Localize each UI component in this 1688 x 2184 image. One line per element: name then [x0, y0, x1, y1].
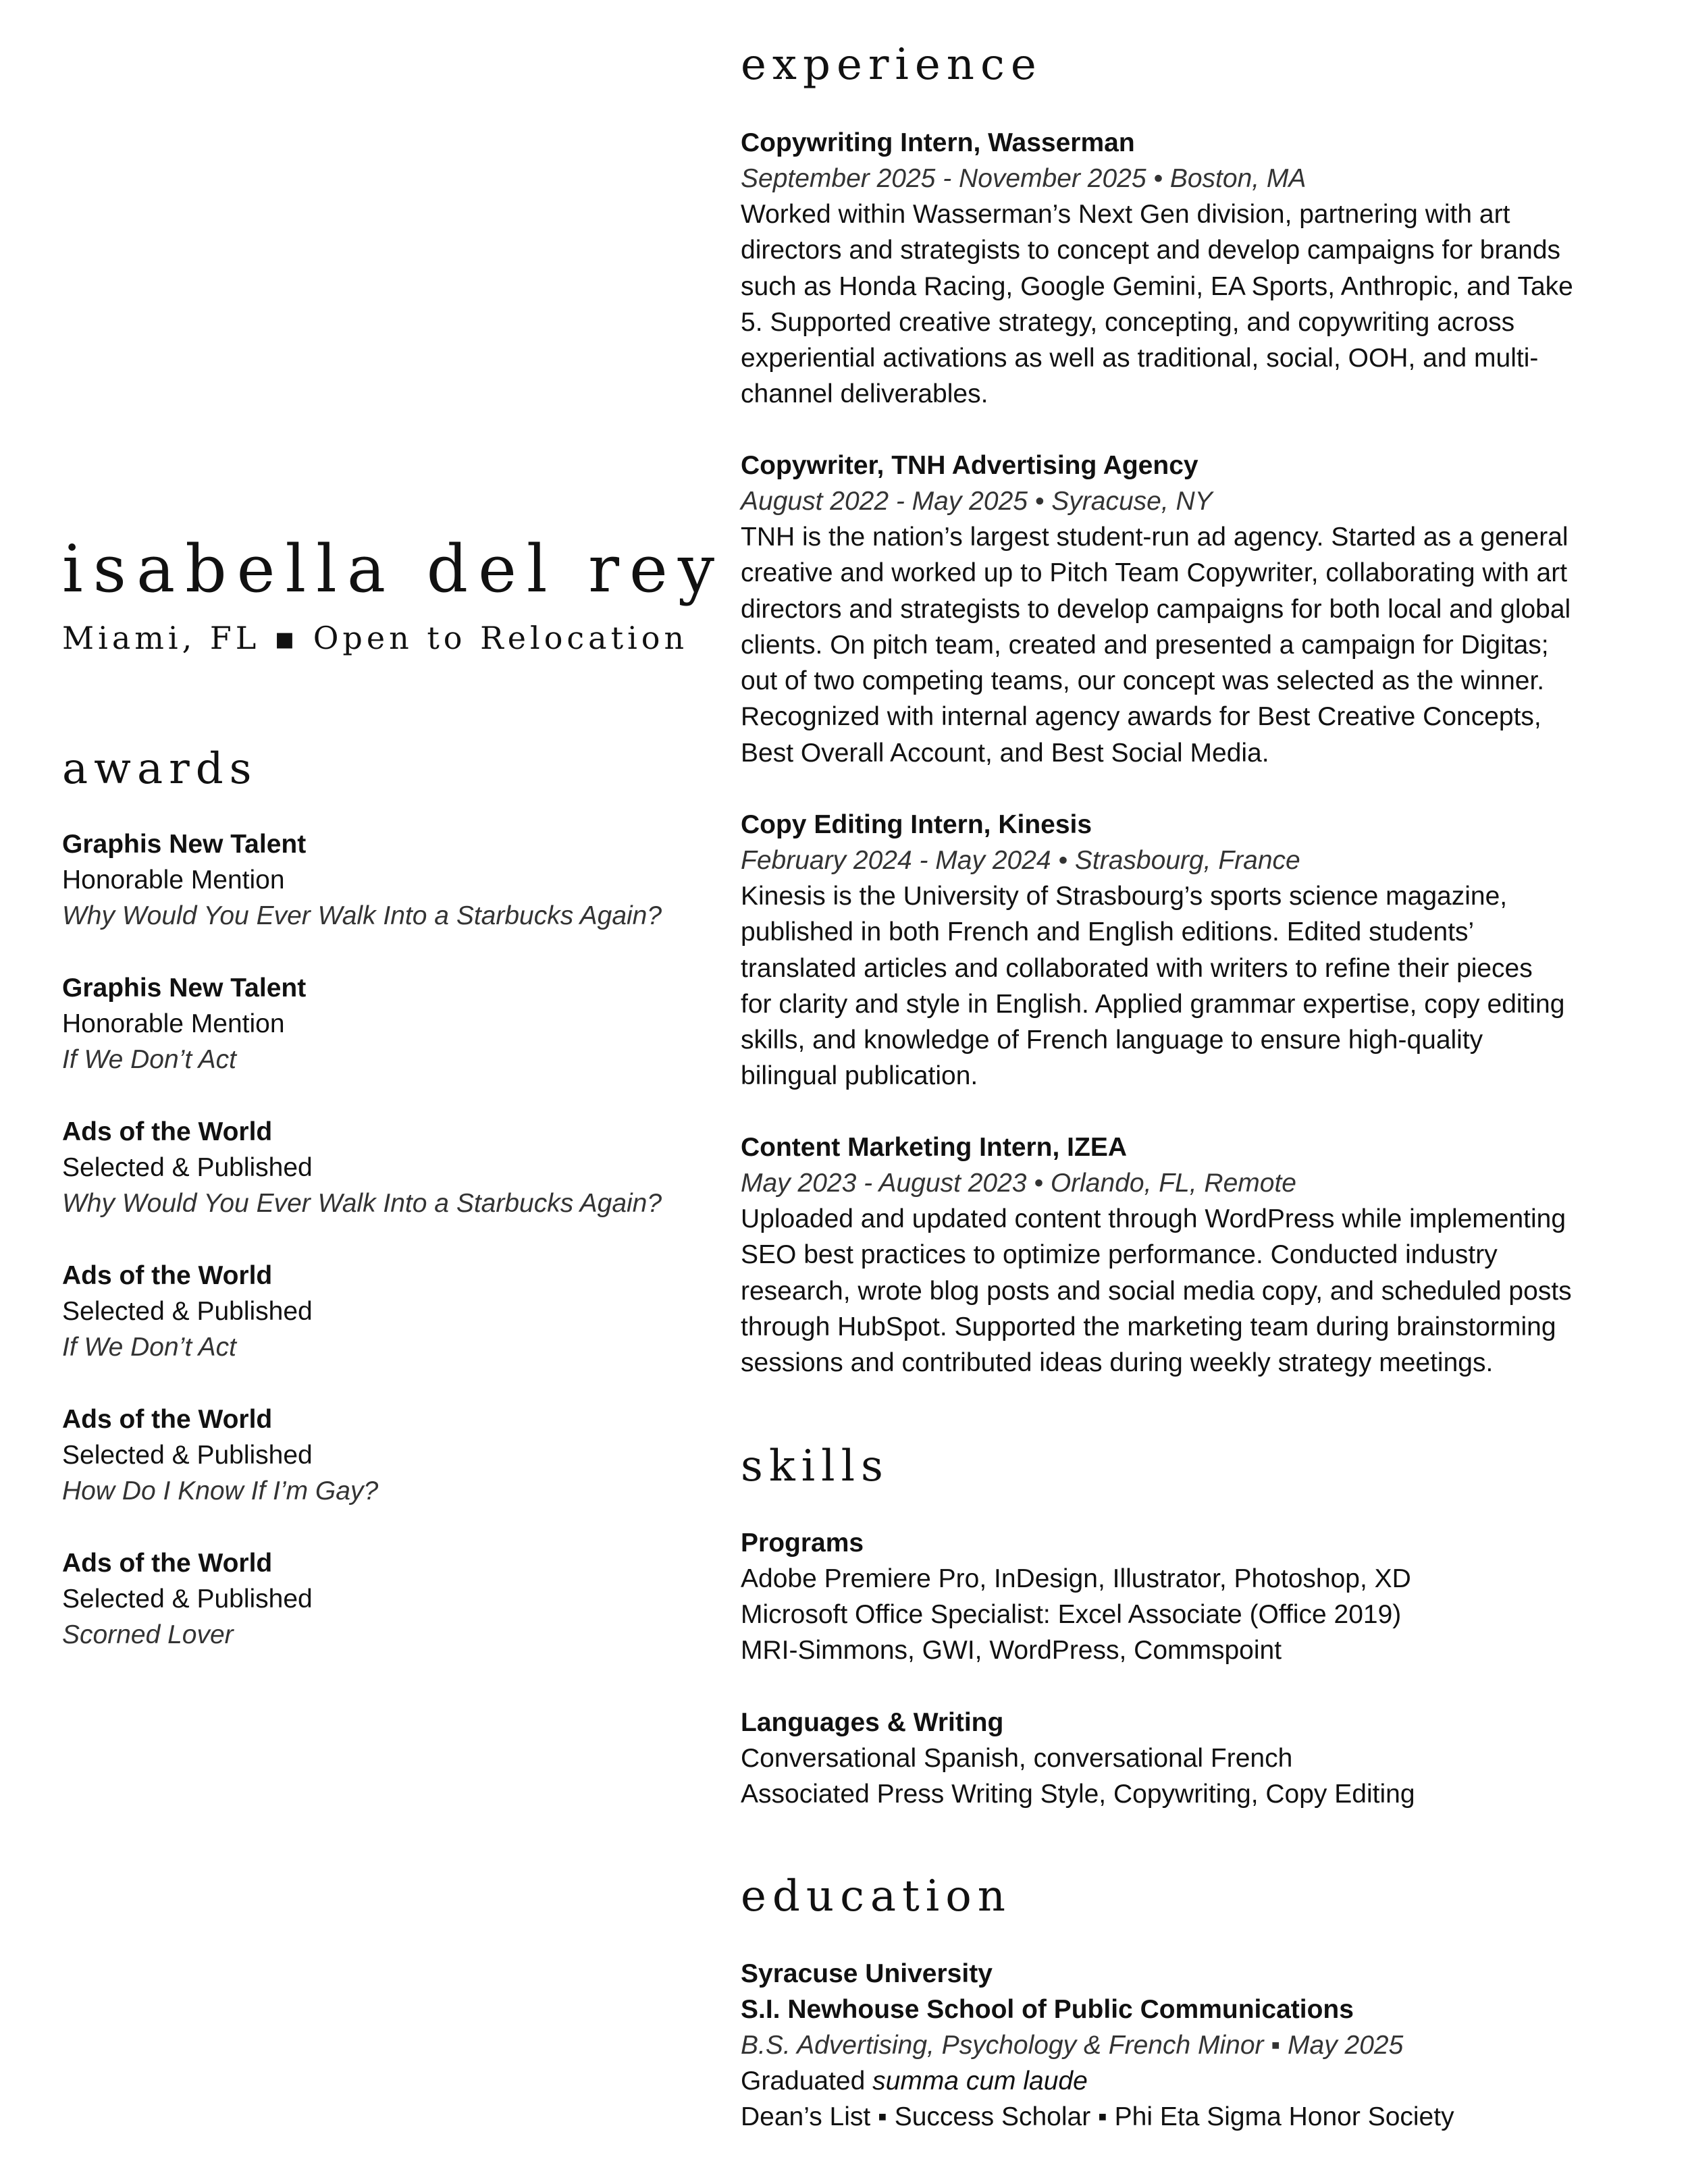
education-entry — [741, 1956, 1639, 2135]
experience-entry — [741, 807, 1639, 1094]
skills-group-title: Languages & Writing — [741, 1708, 1004, 1737]
award-work: How Do I Know If I’m Gay? — [62, 1476, 379, 1506]
job-meta: May 2023 - August 2023 • Orlando, FL, Remote — [741, 1169, 1296, 1198]
job-title: Copywriting Intern, Wasserman — [741, 128, 1135, 157]
experience-heading: experience — [741, 40, 1043, 90]
award-work: Scorned Lover — [62, 1620, 234, 1649]
job-meta: February 2024 - May 2024 • Strasbourg, France — [741, 846, 1300, 875]
award-entry — [62, 1402, 710, 1509]
experience-entry — [741, 448, 1639, 771]
award-title: Ads of the World — [62, 1405, 273, 1434]
award-entry — [62, 826, 710, 934]
skills-line: Associated Press Writing Style, Copywriting, Copy Editing — [741, 1780, 1415, 1809]
job-meta: August 2022 - May 2025 • Syracuse, NY — [741, 487, 1213, 516]
skills-line: Microsoft Office Specialist: Excel Associate (Office 2019) — [741, 1600, 1402, 1629]
award-result: Selected & Published — [62, 1441, 313, 1470]
award-entry — [62, 1258, 710, 1365]
job-title: Content Marketing Intern, IZEA — [741, 1133, 1128, 1162]
experience-entry — [741, 125, 1639, 412]
job-title: Copywriter, TNH Advertising Agency — [741, 451, 1198, 480]
award-result: Honorable Mention — [62, 1009, 285, 1038]
award-work: If We Don’t Act — [62, 1045, 236, 1074]
job-meta: September 2025 - November 2025 • Boston, MA — [741, 164, 1307, 193]
award-result: Honorable Mention — [62, 865, 285, 895]
skills-group — [741, 1705, 1639, 1812]
college-name: S.I. Newhouse School of Public Communications — [741, 1995, 1354, 2024]
award-entry — [62, 1114, 710, 1221]
award-title: Ads of the World — [62, 1117, 273, 1146]
award-work: Why Would You Ever Walk Into a Starbucks Again? — [62, 1189, 662, 1218]
award-result: Selected & Published — [62, 1153, 313, 1182]
skills-group — [741, 1525, 1639, 1668]
award-result: Selected & Published — [62, 1297, 313, 1326]
job-description: TNH is the nation’s largest student-run ad agency. Started as a general creative and worked up to Pitch Team Copywriter, collaborating with art directors and strategists to develop campaigns for both local and global clients. On pitch team, created and presented a campaign for Digitas; out of two competing teams, our concept was selected as the winner. Recognized with internal agency awards for Best Creative Concepts, Best Overall Account, and Best Social Media. — [741, 523, 1571, 768]
skills-line: MRI-Simmons, GWI, WordPress, Commspoint — [741, 1636, 1282, 1665]
honors-prefix: Graduated — [741, 2067, 873, 2096]
candidate-name: isabella del rey — [62, 531, 725, 607]
award-title: Ads of the World — [62, 1549, 273, 1578]
award-title: Ads of the World — [62, 1261, 273, 1290]
location-tagline: Miami, FL ▪ Open to Relocation — [62, 620, 689, 656]
honors-lists: Dean’s List ▪ Success Scholar ▪ Phi Eta Sigma Honor Society — [741, 2102, 1454, 2131]
award-work: Why Would You Ever Walk Into a Starbucks Again? — [62, 901, 662, 930]
skills-group-title: Programs — [741, 1528, 864, 1557]
award-title: Graphis New Talent — [62, 830, 307, 859]
award-entry — [62, 970, 710, 1077]
job-description: Kinesis is the University of Strasbourg’s sports science magazine, published in both French and English editions. Edited students’ translated articles and collaborated with writers to refine their pieces for clarity and style in English. Applied grammar expertise, copy editing skills, and knowledge of French language to ensure high-quality bilingual publication. — [741, 882, 1565, 1091]
job-description: Worked within Wasserman’s Next Gen division, partnering with art directors and strategists to concept and develop campaigns for brands such as Honda Racing, Google Gemini, EA Sports, Anthropic, and Take 5. Supported creative strategy, concepting, and copywriting across experiential activations as well as traditional, social, OOH, and multi- channel deliverables. — [741, 200, 1573, 409]
honors-line — [741, 2063, 1639, 2099]
awards-heading: awards — [62, 744, 258, 794]
skills-line: Conversational Spanish, conversational French — [741, 1744, 1293, 1773]
award-entry — [62, 1545, 710, 1653]
skills-line: Adobe Premiere Pro, InDesign, Illustrator, Photoshop, XD — [741, 1564, 1411, 1593]
honors-emphasis: summa cum laude — [872, 2067, 1088, 2096]
award-result: Selected & Published — [62, 1584, 313, 1614]
skills-heading: skills — [741, 1441, 889, 1491]
job-title: Copy Editing Intern, Kinesis — [741, 810, 1092, 839]
award-work: If We Don’t Act — [62, 1333, 236, 1362]
award-title: Graphis New Talent — [62, 974, 307, 1003]
degree-info: B.S. Advertising, Psychology & French Minor ▪ May 2025 — [741, 2031, 1404, 2060]
school-name: Syracuse University — [741, 1959, 993, 1988]
job-description: Uploaded and updated content through WordPress while implementing SEO best practices to optimize performance. Conducted industry research, wrote blog posts and social media copy, and scheduled posts through HubSpot. Supported the marketing team during brainstorming sessions and contributed ideas during weekly strategy meetings. — [741, 1204, 1572, 1378]
experience-entry — [741, 1129, 1639, 1381]
education-heading: education — [741, 1871, 1011, 1921]
